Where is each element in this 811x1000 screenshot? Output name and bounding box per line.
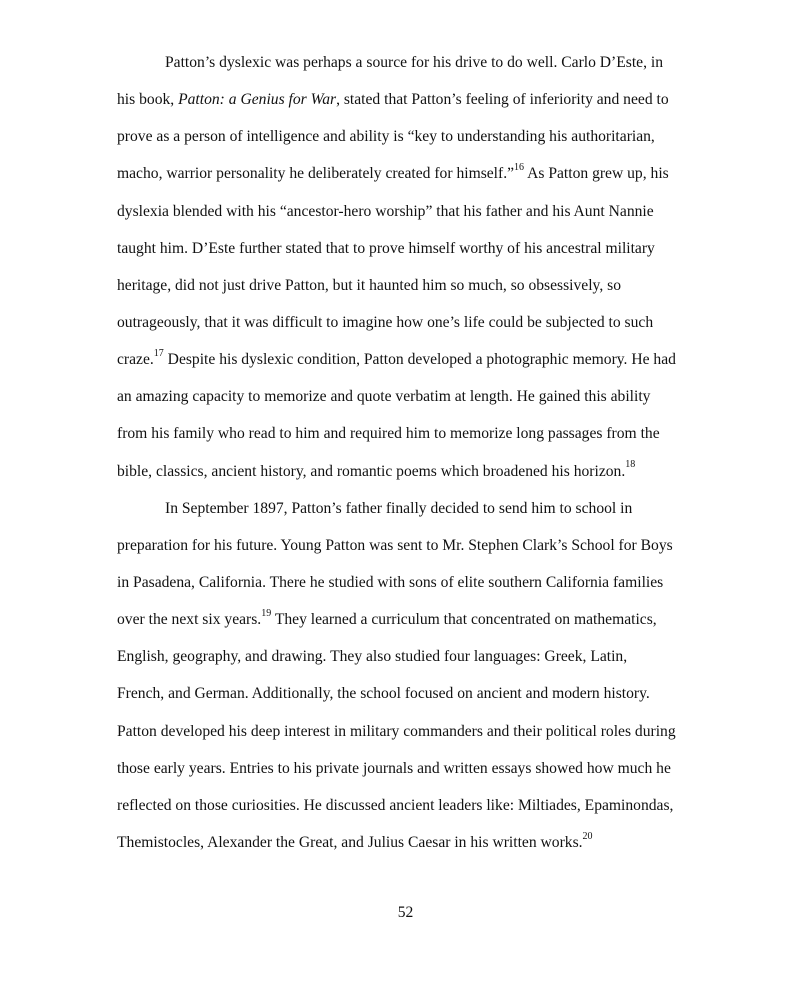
text-line (117, 527, 717, 564)
text-line (117, 193, 717, 230)
text-run: bible, classics, ancient history, and romantic poems which broadened his horizon. (117, 462, 626, 480)
footnote-ref: 20 (582, 830, 593, 842)
footnote-ref: 17 (153, 347, 164, 359)
text-line (117, 304, 717, 341)
text-line (117, 230, 717, 267)
text-run: dyslexia blended with his “ancestor-hero worship” that his father and his Aunt Nannie (117, 202, 654, 220)
text-line (117, 490, 717, 527)
text-run: over the next six years. (117, 611, 262, 629)
text-line (117, 267, 717, 304)
text-line (117, 713, 717, 750)
text-run: English, geography, and drawing. They also studied four languages: Greek, Latin, (117, 648, 628, 666)
text-run: Patton developed his deep interest in military commanders and their political roles during (117, 722, 676, 740)
text-run: In September 1897, Patton’s father finally decided to send him to school in (165, 499, 633, 517)
text-run: those early years. Entries to his private journals and written essays showed how much he (117, 759, 671, 777)
text-line (117, 564, 717, 601)
paragraph (117, 44, 717, 490)
text-run: Themistocles, Alexander the Great, and Julius Caesar in his written works. (117, 833, 583, 851)
text-run: taught him. D’Este further stated that to prove himself worthy of his ancestral military (117, 239, 655, 257)
text-run: , stated that Patton’s feeling of inferiority and need to (336, 91, 669, 109)
text-line (117, 118, 717, 155)
text-line (117, 378, 717, 415)
text-run: in Pasadena, California. There he studied with sons of elite southern California families (117, 573, 664, 591)
text-line (117, 44, 717, 81)
text-run: reflected on those curiosities. He discussed ancient leaders like: Miltiades, Epaminondas, (117, 796, 674, 814)
text-run: They learned a curriculum that concentrated on mathematics, (271, 611, 657, 629)
text-line (117, 787, 717, 824)
footnote-ref: 16 (514, 162, 525, 174)
text-line (117, 453, 717, 490)
book-title: Patton: a Genius for War (178, 91, 337, 109)
text-line (117, 675, 717, 712)
text-run: French, and German. Additionally, the school focused on ancient and modern history. (117, 685, 650, 703)
text-run: from his family who read to him and required him to memorize long passages from the (117, 425, 660, 443)
text-line (117, 601, 717, 638)
text-line (117, 341, 717, 378)
text-line (117, 750, 717, 787)
text-run: preparation for his future. Young Patton was sent to Mr. Stephen Clark’s School for Boys (117, 536, 673, 554)
paragraph (117, 490, 717, 861)
text-line (117, 155, 717, 192)
text-line (117, 824, 717, 861)
text-line (117, 415, 717, 452)
text-run: Despite his dyslexic condition, Patton developed a photographic memory. He had (163, 351, 676, 369)
text-run: As Patton grew up, his (524, 165, 669, 183)
text-run: prove as a person of intelligence and ability is “key to understanding his authoritarian, (117, 128, 655, 146)
text-run: outrageously, that it was difficult to imagine how one’s life could be subjected to such (117, 313, 654, 331)
body-text (117, 44, 717, 861)
text-line (117, 638, 717, 675)
footnote-ref: 19 (261, 607, 272, 619)
text-run: heritage, did not just drive Patton, but it haunted him so much, so obsessively, so (117, 276, 622, 294)
text-run: craze. (117, 351, 154, 369)
text-run: an amazing capacity to memorize and quote verbatim at length. He gained this ability (117, 388, 651, 406)
text-run: macho, warrior personality he deliberately created for himself.” (117, 165, 515, 183)
text-line (117, 81, 717, 118)
text-run: Patton’s dyslexic was perhaps a source for his drive to do well. Carlo D’Este, in (165, 54, 664, 71)
page-number: 52 (397, 904, 414, 921)
text-run: his book, (117, 91, 179, 109)
footnote-ref: 18 (625, 459, 636, 471)
